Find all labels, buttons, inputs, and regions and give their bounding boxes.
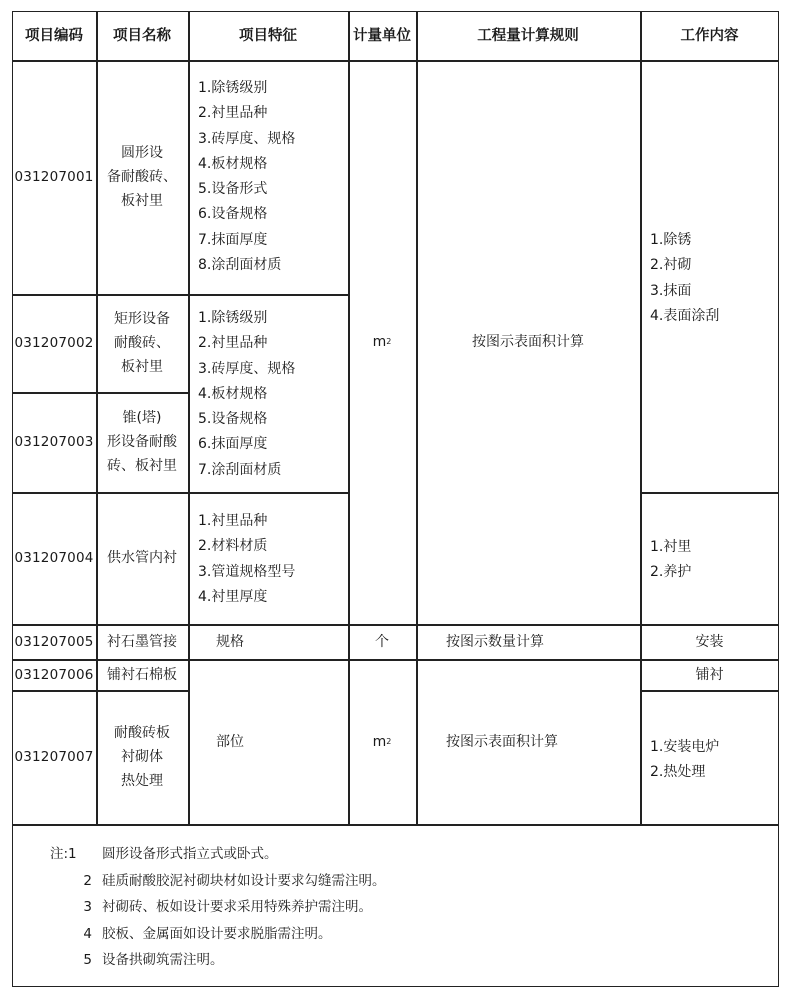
row-divider <box>12 824 779 826</box>
notes-section <box>50 841 386 974</box>
rule-surface-area: 按图示表面积计算 <box>472 334 584 350</box>
specification-table <box>12 11 779 987</box>
code-031207003: 031207003 <box>14 434 94 450</box>
unit-piece: 个 <box>375 633 389 650</box>
column-divider <box>640 11 642 824</box>
work-list-r4: 1.衬里 2.养护 <box>650 539 692 581</box>
header-work: 工作内容 <box>680 27 739 44</box>
column-divider <box>188 11 190 824</box>
feature-list-r2-r3: 1.除锈级别 2.衬里品种 3.砖厚度、规格 4.板材规格 5.设备规格 6.抹面厚度 7.涂刮面材质 <box>198 310 296 478</box>
code-031207006: 031207006 <box>14 666 94 683</box>
name-water-pipe-lining: 供水管内衬 <box>107 550 177 566</box>
feature-position: 部位 <box>216 733 244 750</box>
rule-surface-area-2: 按图示表面积计算 <box>446 733 558 750</box>
note-3: 3 衬砌砖、板如设计要求采用特殊养护需注明。 <box>83 899 372 915</box>
code-031207005: 031207005 <box>14 633 94 650</box>
unit-square-meter: m 2 <box>372 334 392 350</box>
header-name: 项目名称 <box>113 27 171 44</box>
header-unit: 计量单位 <box>353 27 411 44</box>
feature-list-r1: 1.除锈级别 2.衬里品种 3.砖厚度、规格 4.板材规格 5.设备形式 6.设备规格 7.抹面厚度 8.涂刮面材质 <box>198 80 296 274</box>
feature-list-r4: 1.衬里品种 2.材料材质 3.管道规格型号 4.衬里厚度 <box>198 513 296 605</box>
code-031207002: 031207002 <box>14 335 94 351</box>
header-rule: 工程量计算规则 <box>477 27 579 44</box>
code-031207001: 031207001 <box>14 169 94 185</box>
row-divider <box>640 690 779 692</box>
header-feature: 项目特征 <box>239 27 297 44</box>
row-divider <box>640 492 779 494</box>
name-cone-equipment: 锥(塔) 形设备耐酸 砖、板衬里 <box>107 410 177 474</box>
note-2: 2 硅质耐酸胶泥衬砌块材如设计要求勾缝需注明。 <box>83 872 386 889</box>
name-heat-treatment: 耐酸砖板 衬砌体 热处理 <box>114 725 170 789</box>
unit-square-meter-2: m 2 <box>372 733 392 750</box>
note-1: 注:1 圆形设备形式指立式或卧式。 <box>50 846 278 862</box>
name-rect-equipment: 矩形设备 耐酸砖、 板衬里 <box>114 311 170 375</box>
work-lining: 铺衬 <box>695 666 724 683</box>
header-code: 项目编码 <box>25 27 83 44</box>
work-list-r7: 1.安装电炉 2.热处理 <box>650 739 720 781</box>
rule-count: 按图示数量计算 <box>446 633 544 650</box>
code-031207004: 031207004 <box>14 550 94 566</box>
name-graphite-pipe-joint: 衬石墨管接 <box>107 633 177 650</box>
work-list-r1-r3: 1.除锈 2.衬砌 3.抹面 4.表面涂刮 <box>650 232 720 324</box>
work-install: 安装 <box>695 633 724 650</box>
feature-spec: 规格 <box>216 633 244 650</box>
name-round-equipment: 圆形设 备耐酸砖、 板衬里 <box>107 145 177 209</box>
code-031207007: 031207007 <box>14 749 94 765</box>
name-asbestos-board: 铺衬石棉板 <box>107 666 177 683</box>
note-5: 5 设备拱砌筑需注明。 <box>83 952 224 968</box>
note-4: 4 胶板、金属面如设计要求脱脂需注明。 <box>83 925 332 942</box>
